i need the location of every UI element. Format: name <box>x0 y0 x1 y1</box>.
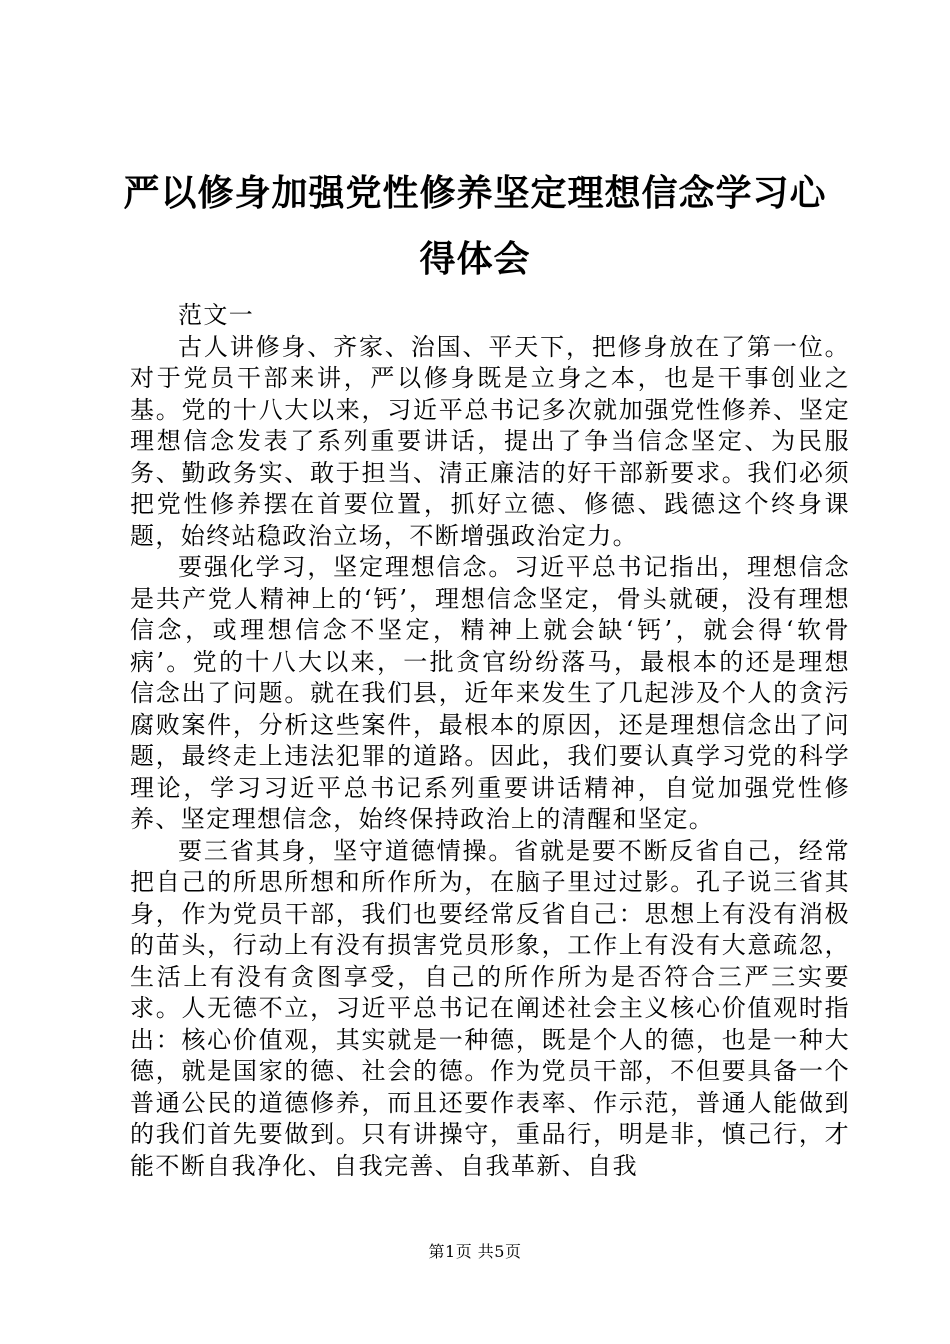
paragraph-1: 古人讲修身、齐家、治国、平天下，把修身放在了第一位。对于党员干部来讲，严以修身既是立身之本，也是干事创业之基。党的十八大以来，习近平总书记多次就加强党性修养、坚定理想信念发表了系列重要讲话，提出了争当信念坚定、为民服务、勤政务实、敢于担当、清正廉洁的好干部新要求。我们必须把党性修养摆在首要位置，抓好立德、修德、践德这个终身课题，始终站稳政治立场，不断增强政治定力。 <box>130 332 850 550</box>
document-body <box>130 300 850 1182</box>
paragraph-3: 要三省其身，坚守道德情操。省就是要不断反省自己，经常把自己的所思所想和所作所为，在脑子里过过影。孔子说三省其身，作为党员干部，我们也要经常反省自己：思想上有没有消极的苗头，行动上有没有损害党员形象，工作上有没有大意疏忽，生活上有没有贪图享受，自己的所作所为是否符合三严三实要求。人无德不立，习近平总书记在阐述社会主义核心价值观时指出：核心价值观，其实就是一种德，既是个人的德，也是一种大德，就是国家的德、社会的德。作为党员干部，不但要具备一个普通公民的道德修养，而且还要作表率、作示范，普通人能做到的我们首先要做到。只有讲操守，重品行，明是非，慎己行，才能不断自我净化、自我完善、自我革新、自我 <box>130 836 850 1180</box>
paragraph-heading: 范文一 <box>178 301 255 329</box>
paragraph-2: 要强化学习，坚定理想信念。习近平总书记指出，理想信念是共产党人精神上的‘钙’，理想信念坚定，骨头就硬，没有理想信念，或理想信念不坚定，精神上就会缺‘钙’，就会得‘软骨病’。党的十八大以来，一批贪官纷纷落马，最根本的还是理想信念出了问题。就在我们县，近年来发生了几起涉及个人的贪污腐败案件，分析这些案件，最根本的原因，还是理想信念出了问题，最终走上违法犯罪的道路。因此，我们要认真学习党的科学理论，学习习近平总书记系列重要讲话精神，自觉加强党性修养、坚定理想信念，始终保持政治上的清醒和坚定。 <box>130 553 850 833</box>
page-footer: 第1页 共5页 <box>428 1242 522 1261</box>
document-title: 严以修身加强党性修养坚定理想信念学习心得体会 <box>123 172 827 280</box>
